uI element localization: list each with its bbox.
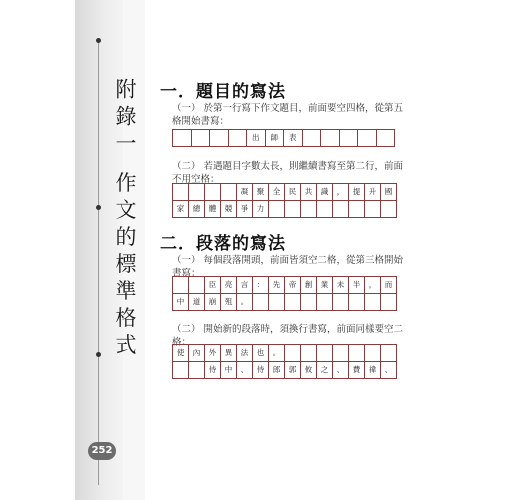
grid-cell: 升 [365, 184, 381, 201]
item-label: （一） [172, 103, 201, 114]
grid-cell: 中 [173, 294, 189, 311]
writing-grid [172, 129, 395, 147]
grid-cell: 言 [237, 277, 253, 294]
grid-cell: 民 [285, 184, 301, 201]
grid-cell: ， [365, 277, 381, 294]
grid-cell: ， [333, 184, 349, 201]
grid-cell [189, 277, 205, 294]
grid-cell [301, 345, 317, 362]
grid-cell: 力 [253, 201, 269, 218]
grid-cell [229, 130, 248, 147]
item-text: 每個段落開頭，前面皆須空二格，從第三格開始書寫： [172, 255, 404, 279]
grid-cell: 、 [381, 362, 397, 379]
sidebar-dot [96, 205, 101, 210]
grid-cell: 家 [173, 201, 189, 218]
grid-cell: 法 [237, 345, 253, 362]
grid-cell: 國 [381, 184, 397, 201]
grid-cell [189, 362, 205, 379]
grid-cell: 侍 [253, 362, 269, 379]
grid-cell: 。 [237, 294, 253, 311]
grid-cell [333, 345, 349, 362]
grid-cell: 總 [189, 201, 205, 218]
grid-cell: 識 [317, 184, 333, 201]
grid-cell: 提 [349, 184, 365, 201]
grid-cell [321, 130, 340, 147]
grid-cell [285, 294, 301, 311]
page-number: 252 [88, 442, 116, 460]
grid-cell [333, 201, 349, 218]
grid-cell [349, 345, 365, 362]
grid-cell: 費 [349, 362, 365, 379]
grid-cell: 爭 [237, 201, 253, 218]
grid-cell: 、 [237, 362, 253, 379]
appendix-title: 附錄一 作文的標準格式 [113, 78, 137, 361]
grid-cell [358, 130, 377, 147]
grid-cell: 凝 [237, 184, 253, 201]
grid-cell: 帝 [285, 277, 301, 294]
grid-cell: 、 [333, 362, 349, 379]
section-title-1: 一．題目的寫法 [160, 82, 286, 102]
grid-cell [210, 130, 229, 147]
grid-cell [173, 277, 189, 294]
grid-cell [317, 294, 333, 311]
grid-cell: 殂 [221, 294, 237, 311]
grid-cell: 外 [205, 345, 221, 362]
grid-cell [205, 184, 221, 201]
grid-cell: 攸 [301, 362, 317, 379]
grid-cell: 臣 [205, 277, 221, 294]
grid-cell [173, 184, 189, 201]
grid-cell [365, 201, 381, 218]
grid-cell [349, 294, 365, 311]
grid-cell [269, 201, 285, 218]
grid-cell: 郭 [285, 362, 301, 379]
grid-cell [189, 184, 205, 201]
grid-cell: 侍 [205, 362, 221, 379]
grid-cell [303, 130, 322, 147]
grid-cell [349, 201, 365, 218]
grid-cell: 表 [284, 130, 303, 147]
grid-cell [253, 294, 269, 311]
grid-cell: 聚 [253, 184, 269, 201]
sidebar-dot [96, 38, 101, 43]
grid-cell [285, 201, 301, 218]
grid-cell: 亮 [221, 277, 237, 294]
grid-cell [221, 184, 237, 201]
grid-cell [381, 345, 397, 362]
grid-cell: 競 [221, 201, 237, 218]
item-label: （二） [172, 324, 201, 335]
grid-cell: 中 [221, 362, 237, 379]
item-label: （一） [172, 255, 201, 266]
grid-cell: 創 [301, 277, 317, 294]
grid-cell: 內 [189, 345, 205, 362]
grid-cell: 未 [333, 277, 349, 294]
grid-cell: 先 [269, 277, 285, 294]
writing-grid [172, 344, 397, 379]
grid-cell: 使 [173, 345, 189, 362]
item-label: （二） [172, 161, 201, 172]
grid-cell [269, 294, 285, 311]
grid-cell [301, 201, 317, 218]
grid-cell: 崩 [205, 294, 221, 311]
grid-cell: 而 [381, 277, 397, 294]
instruction-1-1 [172, 102, 412, 128]
grid-cell [333, 294, 349, 311]
grid-cell [317, 201, 333, 218]
grid-cell [365, 345, 381, 362]
grid-cell [381, 294, 397, 311]
sidebar-dot [96, 352, 101, 357]
grid-cell: 郎 [269, 362, 285, 379]
writing-grid [172, 276, 397, 311]
grid-cell [173, 130, 192, 147]
grid-cell: 共 [301, 184, 317, 201]
grid-cell: 出 [247, 130, 266, 147]
grid-cell: 師 [266, 130, 285, 147]
grid-cell: 。 [269, 345, 285, 362]
sidebar-rule [98, 40, 99, 485]
grid-cell [377, 130, 396, 147]
grid-cell [301, 294, 317, 311]
section-title-2: 二．段落的寫法 [160, 234, 286, 254]
grid-cell: 業 [317, 277, 333, 294]
grid-cell [192, 130, 211, 147]
writing-grid [172, 183, 397, 218]
grid-cell [340, 130, 359, 147]
item-text: 於第一行寫下作文題目，前面要空四格，從第五格開始書寫： [172, 103, 404, 127]
grid-cell [317, 345, 333, 362]
grid-cell [381, 201, 397, 218]
grid-cell: ： [253, 277, 269, 294]
grid-cell: 也 [253, 345, 269, 362]
grid-cell [173, 362, 189, 379]
grid-cell: 全 [269, 184, 285, 201]
grid-cell [285, 345, 301, 362]
grid-cell: 之 [317, 362, 333, 379]
grid-cell: 道 [189, 294, 205, 311]
grid-cell: 半 [349, 277, 365, 294]
grid-cell [365, 294, 381, 311]
item-text: 開始新的段落時，須換行書寫，前面同樣要空二格： [172, 324, 404, 348]
grid-cell: 異 [221, 345, 237, 362]
grid-cell: 體 [205, 201, 221, 218]
item-text: 若遇題目字數太長，則繼續書寫至第二行，前面不用空格： [172, 161, 404, 185]
grid-cell: 禕 [365, 362, 381, 379]
